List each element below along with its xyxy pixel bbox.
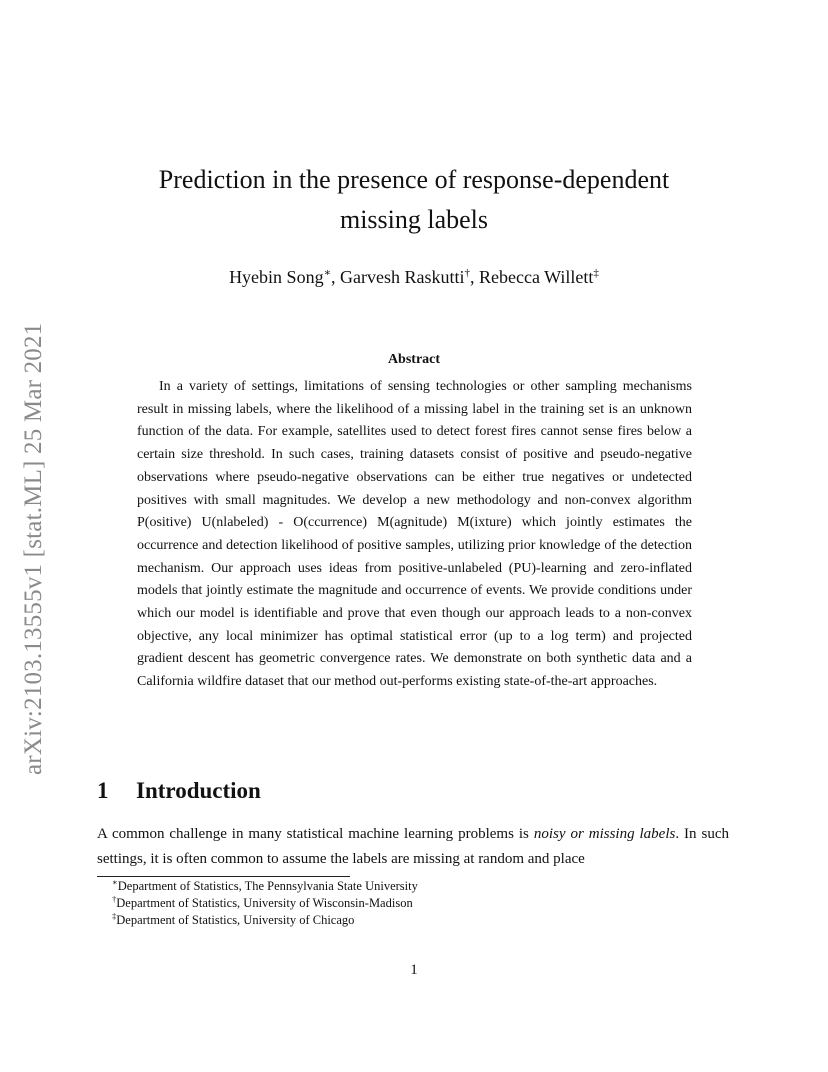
footnote-text: Department of Statistics, University of Wisconsin-Madison [116, 896, 413, 910]
footnote [112, 895, 712, 912]
footnote-mark: ∗ [112, 876, 118, 887]
author-affiliation-mark: † [464, 267, 471, 279]
section-number: 1 [97, 778, 109, 803]
section-title: Introduction [136, 778, 261, 803]
arxiv-identifier: arXiv:2103.13555v1 [stat.ML] 25 Mar 2021 [20, 322, 47, 775]
author-list [100, 264, 728, 290]
intro-text-after: . In such settings, it is often common to assume the labels are missing at random and place [97, 826, 729, 867]
paper-title-line-2: missing labels [339, 205, 489, 234]
paper-title-line-1: Prediction in the presence of response-dependent [158, 165, 670, 194]
footnotes [112, 878, 712, 929]
author-name: Rebecca Willett [479, 267, 594, 287]
abstract-heading: Abstract [387, 352, 441, 367]
footnote [112, 912, 712, 929]
intro-text-emphasis: noisy or missing labels [533, 826, 676, 842]
footnote [112, 878, 712, 895]
author-name: Garvesh Raskutti [340, 267, 465, 287]
intro-text-before: A common challenge in many statistical machine learning problems is [97, 826, 534, 842]
intro-paragraph [97, 822, 729, 872]
footnote-text: Department of Statistics, University of Chicago [116, 913, 355, 927]
abstract-body: In a variety of settings, limitations of sensing technologies or other sampling mechanisms result in missing labels, where the likelihood of a missing label in the training set is an unknown function of the data. For example, satellites used to detect forest fires cannot sense fires below a certain size threshold. In such cases, training datasets consist of positive and pseudo-negative observations where pseudo-negative observations can be either true negatives or undetected positives with small magnitudes. We develop a new methodology and non-convex algorithm P(ositive) U(nlabeled) - O(ccurrence) M(agnitude) M(ixture) which jointly estimates the occurrence and detection likelihood of positive samples, utilizing prior knowledge of the detection mechanism. Our approach uses ideas from positive-unlabeled (PU)-learning and zero-inflated models that jointly estimate the magnitude and occurrence of events. We provide conditions under which our model is identifiable and prove that even though our approach leads to a non-convex objective, any local minimizer has optimal statistical error (up to a log term) and projected gradient descent has geometric convergence rates. We demonstrate on both synthetic data and a California wildfire dataset that our method out-performs existing state-of-the-art approaches. [137, 379, 692, 690]
footnote-mark: ‡ [112, 910, 117, 921]
page-number: 1 [410, 962, 418, 978]
author-affiliation-mark: ‡ [593, 267, 599, 279]
section-heading [97, 776, 261, 806]
author-affiliation-mark: ∗ [323, 267, 332, 279]
footnote-divider [97, 876, 350, 877]
footnote-mark: † [112, 893, 117, 904]
footnote-text: Department of Statistics, The Pennsylvania State University [117, 879, 418, 893]
author-separator: , [331, 267, 341, 287]
author-name: Hyebin Song [229, 267, 324, 287]
paper-title [100, 160, 728, 240]
author-separator: , [470, 267, 480, 287]
